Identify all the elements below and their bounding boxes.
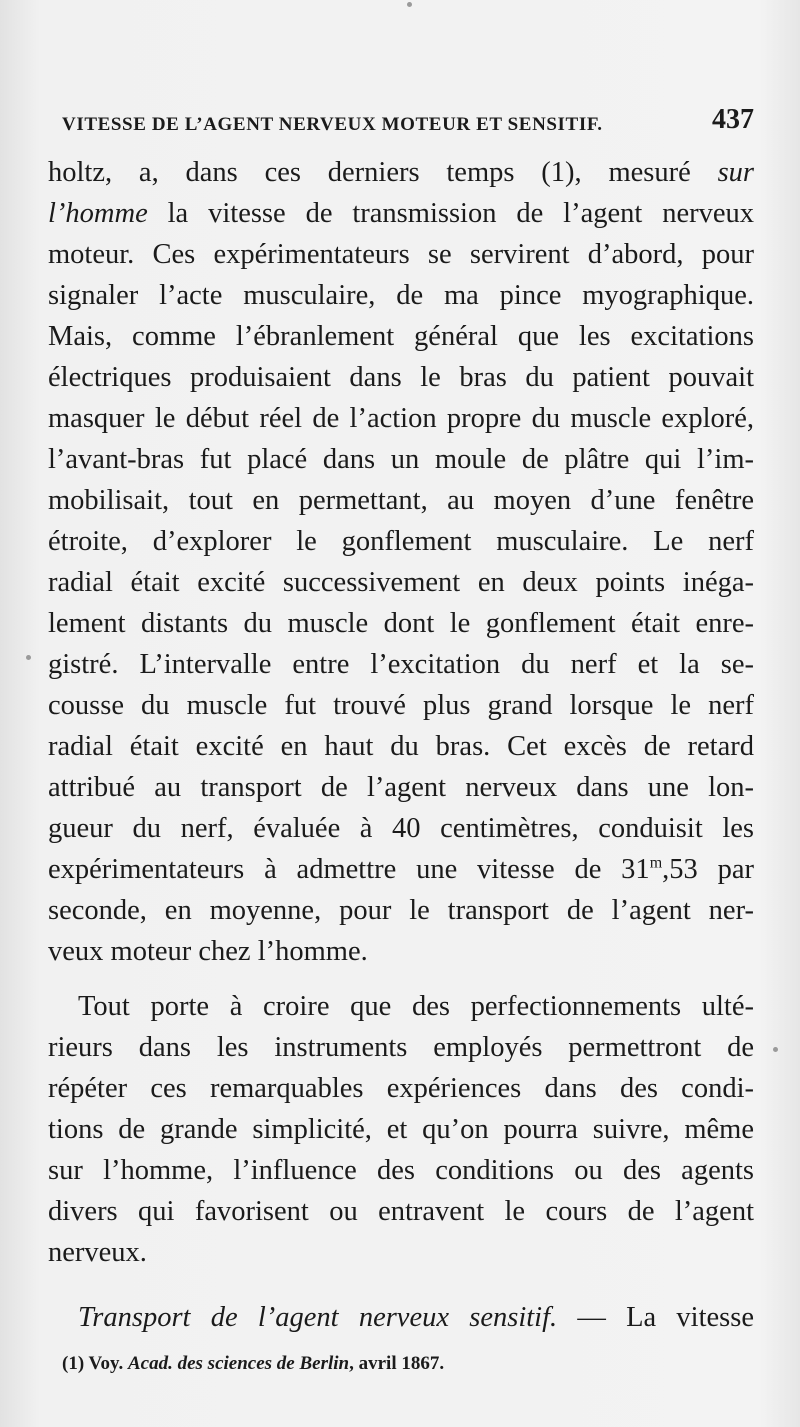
text-line: moteur. Ces expérimentateurs se servirent d’abord, pour (48, 239, 754, 270)
section-gap (48, 1273, 754, 1297)
text-line: expérimentateurs à admettre une vitesse de 31$^m$,53 par (48, 854, 754, 885)
footnote-source: Acad. des sciences de Berlin (128, 1353, 350, 1374)
running-title: VITESSE DE L’AGENT NERVEUX MOTEUR ET SENSITIF. (62, 114, 603, 135)
text-line: mobilisait, tout en permettant, au moyen d’une fenêtre (48, 485, 754, 516)
text-line: lement distants du muscle dont le gonflement était enre- (48, 608, 754, 639)
paragraph-gap (48, 972, 754, 986)
text-line: étroite, d’explorer le gonflement musculaire. Le nerf (48, 526, 754, 557)
text-line: gistré. L’intervalle entre l’excitation du nerf et la se- (48, 649, 754, 680)
text-line: nerveux. (48, 1237, 147, 1268)
paragraph-2 (48, 986, 754, 1273)
text-line: Mais, comme l’ébranlement général que les excitations (48, 321, 754, 352)
text-line: Tout porte à croire que des perfectionnements ulté- (78, 991, 754, 1022)
text-line: signaler l’acte musculaire, de ma pince myographique. (48, 280, 754, 311)
ink-speck (773, 1047, 778, 1052)
text-line: masquer le début réel de l’action propre du muscle exploré, (48, 403, 754, 434)
text-line: répéter ces remarquables expériences dans des condi- (48, 1073, 754, 1104)
ink-speck (26, 655, 31, 660)
text-line: tions de grande simplicité, et qu’on pourra suivre, même (48, 1114, 754, 1145)
text-line: rieurs dans les instruments employés permettront de (48, 1032, 754, 1063)
section-heading-line: Transport de l’agent nerveux sensitif. — La vitesse (78, 1302, 754, 1333)
text-line: électriques produisaient dans le bras du patient pouvait (48, 362, 754, 393)
text-line: radial était excité en haut du bras. Cet excès de retard (48, 731, 754, 762)
text-line: cousse du muscle fut trouvé plus grand lorsque le nerf (48, 690, 754, 721)
page-body (48, 152, 754, 1338)
footnote: (1) Voy. Acad. des sciences de Berlin, avril 1867. (62, 1353, 445, 1374)
ink-speck (407, 2, 412, 7)
text-line: holtz, a, dans ces derniers temps (1), mesuré sur (48, 157, 754, 188)
text-line: l’avant-bras fut placé dans un moule de plâtre qui l’im- (48, 444, 754, 475)
page-number: 437 (712, 104, 754, 135)
page-header (62, 104, 754, 144)
paragraph-1 (48, 152, 754, 972)
section-heading: Transport de l’agent nerveux sensitif. (78, 1302, 558, 1333)
text-line: attribué au transport de l’agent nerveux dans une lon- (48, 772, 754, 803)
text-line: sur l’homme, l’influence des conditions ou des agents (48, 1155, 754, 1186)
text-line: veux moteur chez l’homme. (48, 936, 368, 967)
text-line: seconde, en moyenne, pour le transport de l’agent ner- (48, 895, 754, 926)
text-line: l’homme la vitesse de transmission de l’agent nerveux (48, 198, 754, 229)
text-line: gueur du nerf, évaluée à 40 centimètres, conduisit les (48, 813, 754, 844)
text-line: divers qui favorisent ou entravent le cours de l’agent (48, 1196, 754, 1227)
text-line: radial était excité successivement en deux points inéga- (48, 567, 754, 598)
